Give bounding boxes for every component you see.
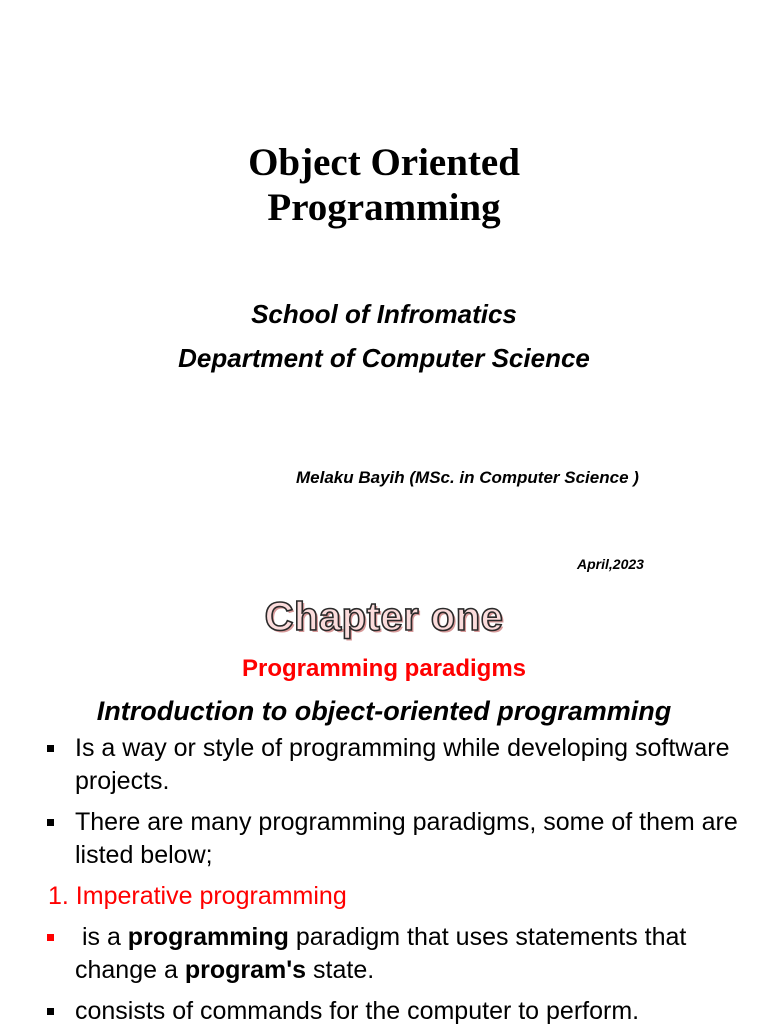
bold-term-programming: programming xyxy=(127,923,289,951)
bullet-text xyxy=(75,923,686,984)
title-line-2: Programming xyxy=(267,186,501,229)
list-item xyxy=(44,921,744,987)
numbered-item: 1. Imperative programming xyxy=(48,882,347,910)
list-item xyxy=(44,995,744,1028)
bullet-text: consists of commands for the computer to perform. xyxy=(75,997,640,1025)
bold-term-programs: program's xyxy=(184,956,307,984)
document-title xyxy=(0,140,768,230)
department-name: Department of Computer Science xyxy=(178,343,590,373)
intro-heading: Introduction to object-oriented programming xyxy=(96,696,672,726)
section-title: Programming paradigms xyxy=(241,655,527,682)
list-item xyxy=(44,806,744,872)
document-date: April,2023 xyxy=(577,556,644,572)
square-bullet-icon xyxy=(47,819,54,826)
author-credit: Melaku Bayih (MSc. in Computer Science ) xyxy=(296,468,639,487)
bullet-text-pre: is a xyxy=(75,923,128,951)
bullet-text: Is a way or style of programming while developing software projects. xyxy=(75,734,730,795)
list-item xyxy=(44,732,744,798)
square-bullet-icon xyxy=(47,1008,54,1015)
square-bullet-icon xyxy=(47,934,54,941)
bullet-text-post: state. xyxy=(306,956,375,984)
bullet-list xyxy=(44,732,744,1028)
school-name: School of Infromatics xyxy=(251,299,517,329)
chapter-heading: Chapter one xyxy=(264,595,504,639)
square-bullet-icon xyxy=(47,745,54,752)
bullet-text-mid: paradigm that uses statements that change a xyxy=(75,923,687,984)
bullet-text: There are many programming paradigms, some of them are listed below; xyxy=(75,808,738,869)
title-line-1: Object Oriented xyxy=(248,141,520,184)
